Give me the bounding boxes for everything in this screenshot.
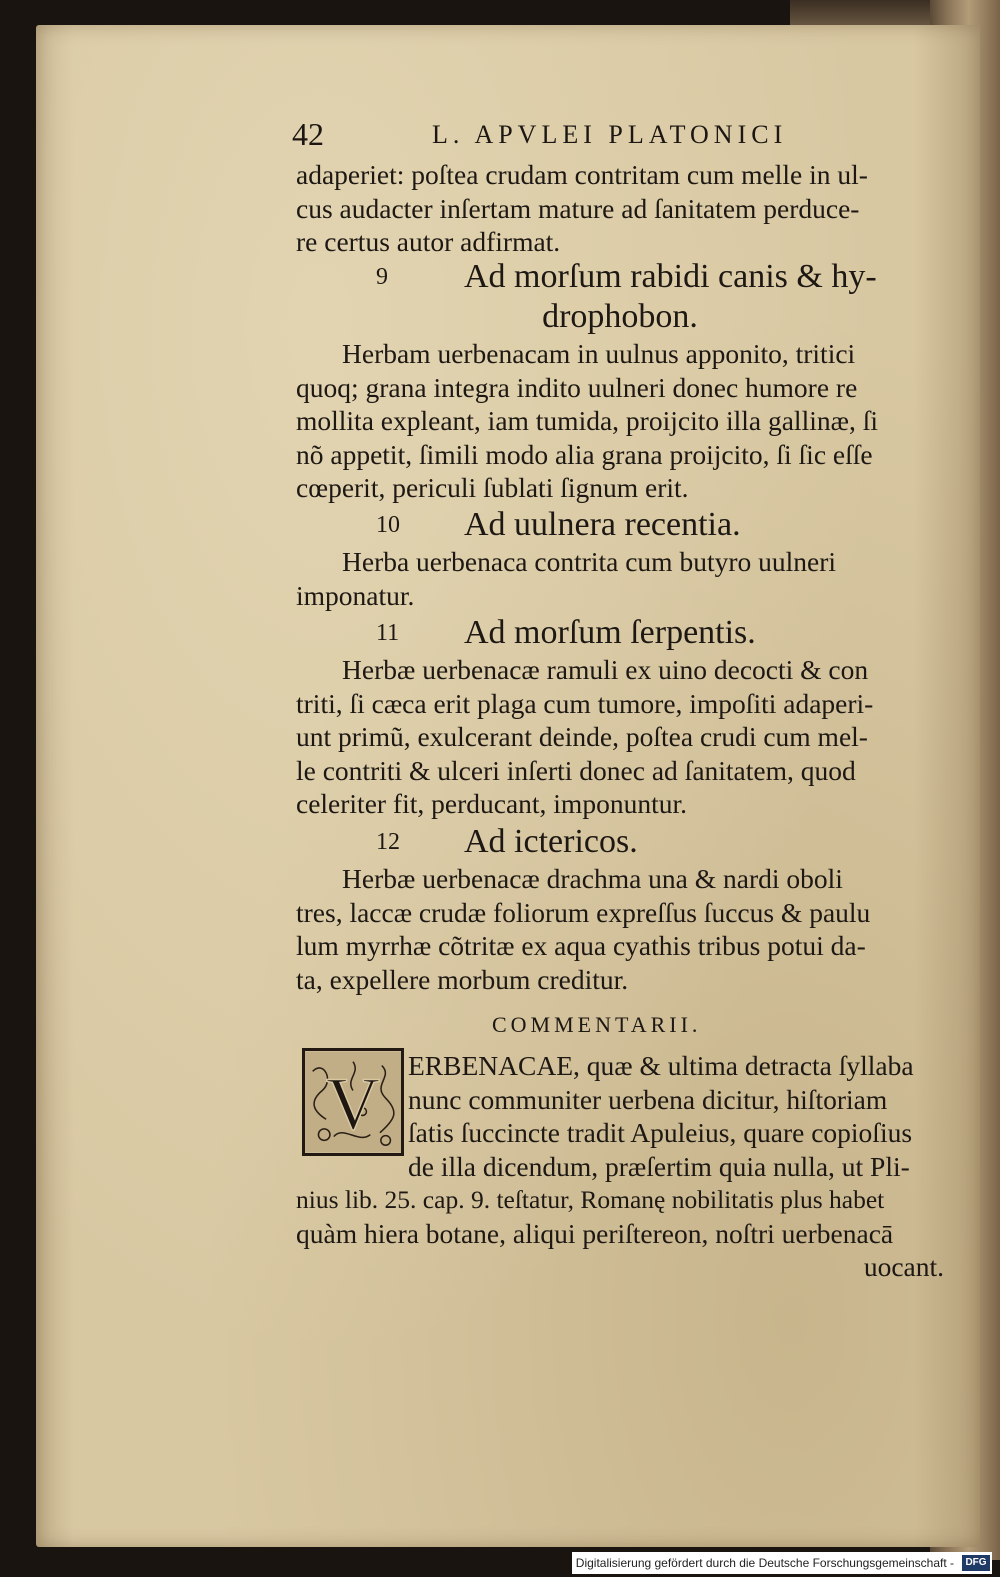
text-line: mollita expleant, iam tumida, proijcito illa gallinæ, ſi <box>296 405 878 436</box>
page-number: 42 <box>292 116 324 152</box>
text-line: cœperit, periculi ſublati ſignum erit. <box>296 472 689 503</box>
commentary-line: nunc communiter uerbena dicitur, hiſtoriam <box>408 1083 888 1115</box>
text-line: Herba uerbenaca contrita cum butyro uulneri <box>342 546 837 577</box>
text-line: Herbæ uerbenacæ ramuli ex uino decocti & con <box>342 654 869 685</box>
text-line: le contriti & ulceri inſerti donec ad ſanitatem, quod <box>296 754 856 786</box>
digitization-credit: Digitalisierung gefördert durch die Deutsche Forschungsgemeinschaft - <box>572 1552 992 1574</box>
commentary-line: ſatis ſuccincte tradit Apuleius, quare copioſius <box>408 1117 913 1148</box>
commentary-line: uocant. <box>863 1251 944 1282</box>
text-line: ta, expellere morbum creditur. <box>296 963 629 995</box>
text-line: re certus autor adfirmat. <box>296 226 561 257</box>
commentary-title: COMMENTARII. <box>492 1012 702 1037</box>
opening-text <box>296 158 944 259</box>
chapter-number: 9 <box>376 264 388 290</box>
commentary-indented-lines <box>408 1049 948 1183</box>
chapter-number: 10 <box>376 512 400 538</box>
commentary-line: quàm hiera botane, aliqui periſtereon, noſtri uerbenacā <box>296 1217 894 1249</box>
chapter-heading <box>296 822 944 862</box>
chapter-number: 12 <box>376 829 400 855</box>
text-line: lum myrrhæ cõtritæ ex aqua cyathis tribus potui da- <box>296 930 866 961</box>
commentary-line: nius lib. 25. cap. 9. teſtatur, Romanę nobilitatis plus habet <box>296 1185 885 1214</box>
decorated-initial-letter <box>305 1051 401 1153</box>
chapter-title: Ad ictericos. <box>464 823 638 860</box>
text-line: celeriter fit, perducant, imponuntur. <box>296 788 687 819</box>
text-line: tres, laccæ crudæ foliorum expreſſus ſuccus & paulu <box>296 896 871 928</box>
running-title: L. APVLEI PLATONICI <box>432 120 788 149</box>
chapter-number: 11 <box>376 620 400 646</box>
chapter-heading-continued <box>296 297 944 337</box>
chapter-title: drophobon. <box>542 298 698 335</box>
svg-text:V: V <box>325 1062 381 1146</box>
chapter-heading <box>296 613 944 653</box>
chapter-title: Ad morſum ſerpentis. <box>464 614 756 651</box>
chapter-12 <box>296 822 944 996</box>
chapter-heading <box>296 505 944 545</box>
page-header <box>292 116 852 160</box>
commentary-line: ERBENACAE, quæ & ultima detracta ſyllaba <box>408 1050 914 1081</box>
commentary-full-lines <box>296 1183 944 1284</box>
text-line: quoq; grana integra indito uulneri donec humore re <box>296 371 858 403</box>
text-line: Herbæ uerbenacæ drachma una & nardi oboli <box>342 863 843 894</box>
text-line: nõ appetit, ſimili modo alia grana proijcito, ſi ſic eſſe <box>296 438 873 470</box>
chapter-heading <box>296 257 944 297</box>
text-line: imponatur. <box>296 579 415 611</box>
text-line: Herbam uerbenacam in uulnus apponito, tritici <box>342 338 856 369</box>
chapter-10 <box>296 505 944 612</box>
chapter-9 <box>296 257 944 505</box>
text-line: cus audacter inſertam mature ad ſanitatem perduce- <box>296 192 860 224</box>
text-line: adaperiet: poſtea crudam contritam cum melle in ul- <box>296 159 868 190</box>
dfg-logo: DFG <box>962 1555 990 1571</box>
chapter-title: Ad uulnera recentia. <box>464 506 741 543</box>
text-line: unt primũ, exulcerant deinde, poſtea crudi cum mel- <box>296 721 868 752</box>
chapter-title: Ad morſum rabidi canis & hy- <box>464 258 877 295</box>
decorated-initial <box>302 1048 404 1156</box>
chapter-11 <box>296 613 944 821</box>
text-line: triti, ſi cæca erit plaga cum tumore, impoſiti adaperi- <box>296 687 874 719</box>
commentary-line: de illa dicendum, præſertim quia nulla, ut Pli- <box>408 1150 910 1182</box>
